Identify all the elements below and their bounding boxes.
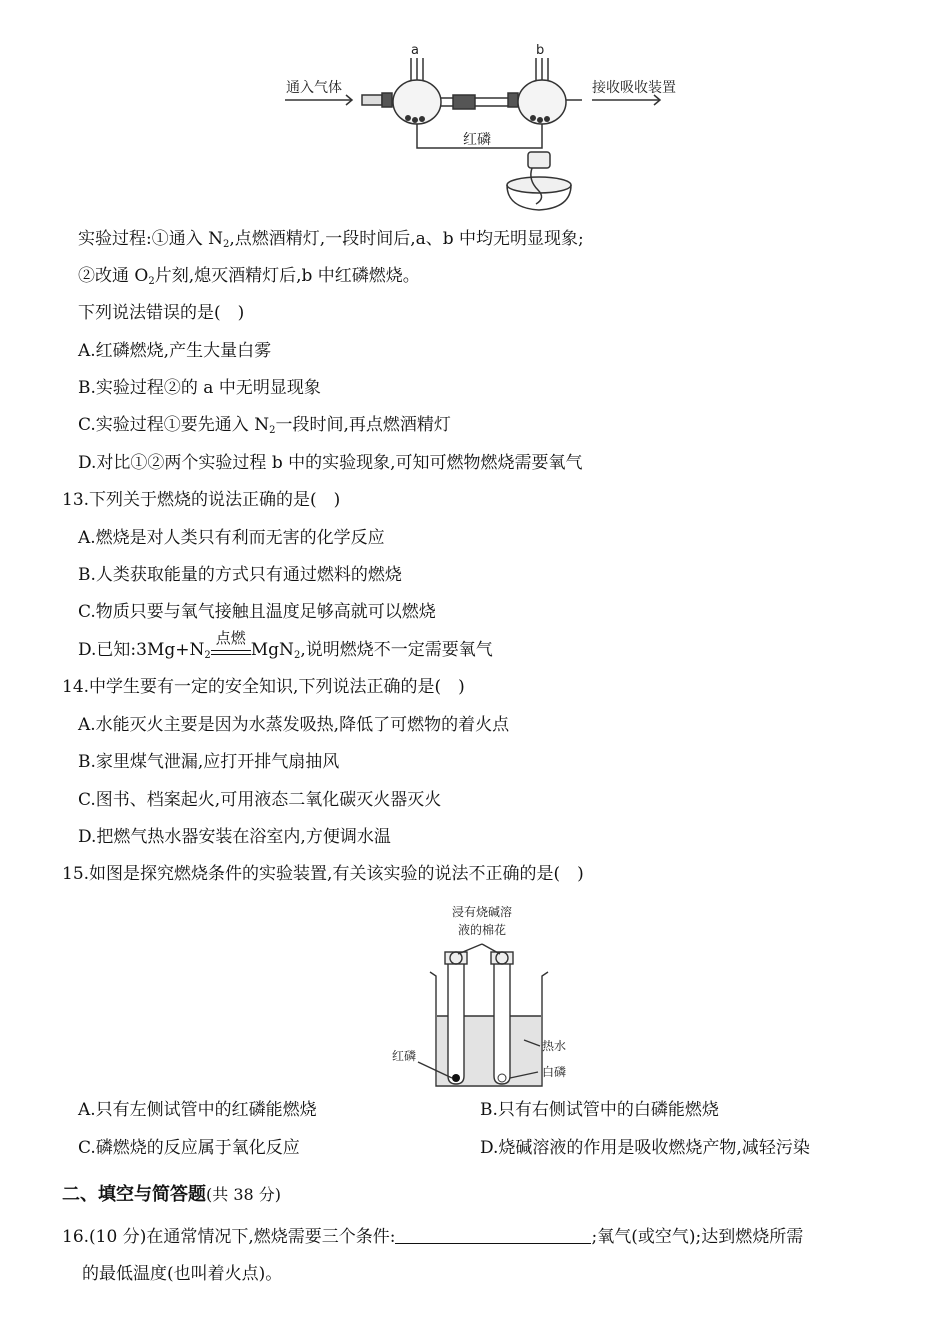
beaker-figure [390,900,590,1095]
label-white-phosphorus: 白磷 [542,1065,567,1079]
q15-stem: 15.如图是探究燃烧条件的实验装置,有关该实验的说法不正确的是( ) [62,864,584,884]
q16-line2: 的最低温度(也叫着火点)。 [82,1264,283,1284]
label-red-phosphorus-2: 红磷 [392,1049,417,1063]
q13-option-b: B.人类获取能量的方式只有通过燃料的燃烧 [78,565,402,585]
q14-option-d: D.把燃气热水器安装在浴室内,方便调水温 [78,827,391,847]
label-hot-water: 热水 [542,1039,567,1053]
q13-option-c: C.物质只要与氧气接触且温度足够高就可以燃烧 [78,602,436,622]
q14-stem: 14.中学生要有一定的安全知识,下列说法正确的是( ) [62,677,465,697]
q12-option-a: A.红磷燃烧,产生大量白雾 [78,341,272,361]
reaction-condition: 点燃 [211,641,251,655]
q14-option-b: B.家里煤气泄漏,应打开排气扇抽风 [78,752,340,772]
q12-stem: 下列说法错误的是( ) [78,303,245,323]
q12-process-1: 实验过程:①通入 $N_2$,点燃酒精灯,一段时间后,a、b 中均无明显现象; [78,229,584,250]
q12-option-d: D.对比①②两个实验过程 b 中的实验现象,可知可燃物燃烧需要氧气 [78,453,583,473]
label-cotton-line1: 浸有烧碱溶 [452,905,513,919]
q13-stem: 13.下列关于燃烧的说法正确的是( ) [62,490,341,510]
label-b: b [536,43,545,58]
q15-option-a: A.只有左侧试管中的红磷能燃烧 [78,1100,317,1120]
q12-process-2: ②改通 $O_2$片刻,熄灭酒精灯后,b 中红磷燃烧。 [78,266,420,287]
apparatus-figure [280,40,700,220]
q12-option-b: B.实验过程②的 a 中无明显现象 [78,378,321,398]
section-heading: 二、填空与简答题(共 38 分) [62,1184,282,1205]
q16-line1: 16.(10 分)在通常情况下,燃烧需要三个条件: ;氧气(或空气);达到燃烧所需 [62,1227,804,1247]
q14-option-a: A.水能灭火主要是因为水蒸发吸热,降低了可燃物的着火点 [78,715,510,735]
q15-option-b: B.只有右侧试管中的白磷能燃烧 [480,1100,719,1120]
label-a: a [411,43,419,58]
answer-blank[interactable] [395,1227,591,1244]
q12-option-c: C.实验过程①要先通入 $N_2$一段时间,再点燃酒精灯 [78,415,451,436]
q15-option-d: D.烧碱溶液的作用是吸收燃烧产物,减轻污染 [480,1138,810,1158]
q13-option-d: D.已知$:3Mg+N_2$ 点燃 MgN$_2$,说明燃烧不一定需要氧气 [78,629,493,661]
label-gas-in: 通入气体 [286,80,342,96]
label-cotton-line2: 液的棉花 [458,923,507,937]
label-absorb: 接收吸收装置 [592,80,676,96]
q14-option-c: C.图书、档案起火,可用液态二氧化碳灭火器灭火 [78,790,442,810]
label-red-phosphorus: 红磷 [463,132,491,148]
q15-option-c: C.磷燃烧的反应属于氧化反应 [78,1138,300,1158]
q13-option-a: A.燃烧是对人类只有利而无害的化学反应 [78,528,385,548]
